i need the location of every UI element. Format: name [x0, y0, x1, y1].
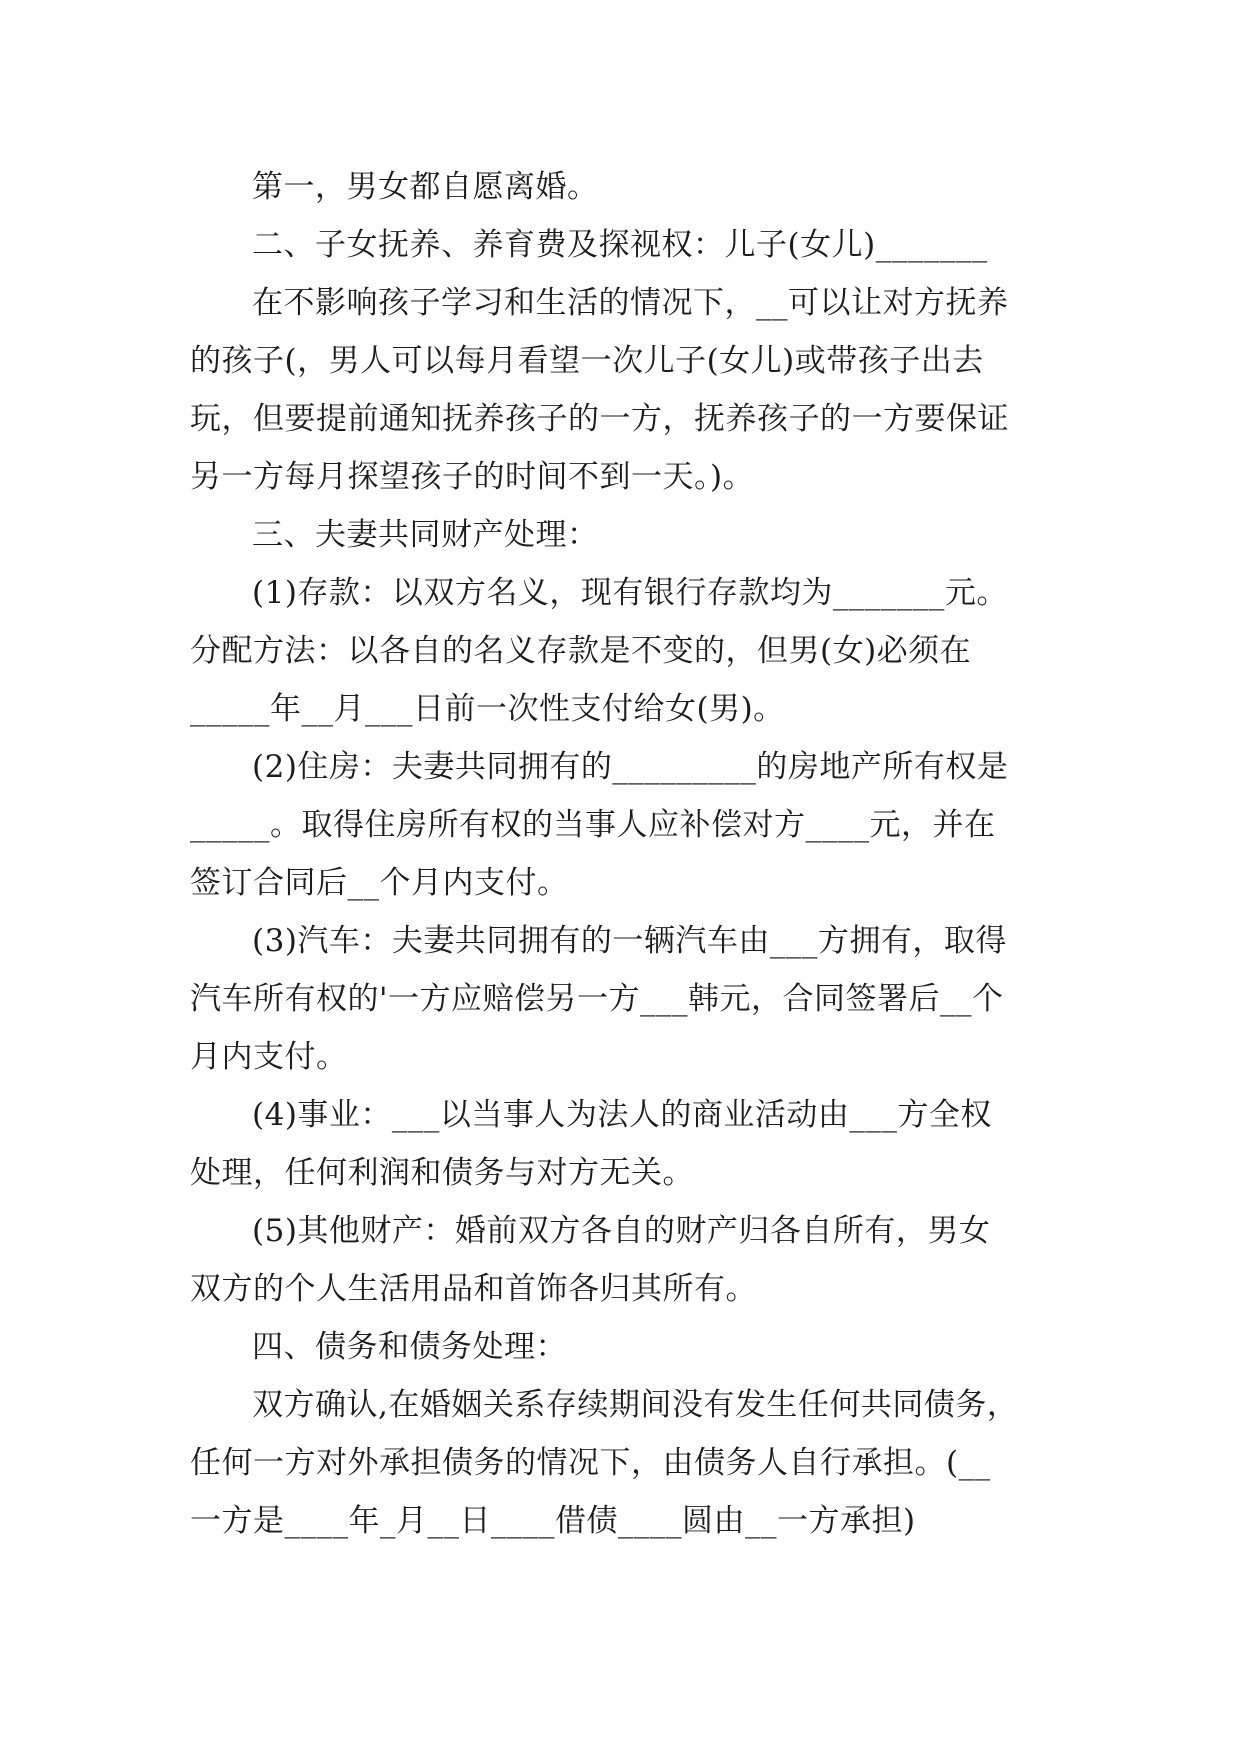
text-line: 分配方法：以各自的名义存款是不变的，但男(女)必须在	[190, 633, 972, 669]
text-line: 另一方每月探望孩子的时间不到一天。)。	[190, 459, 755, 495]
paragraph-2	[190, 216, 1070, 274]
text-line: 双方确认,在婚姻关系存续期间没有发生任何共同债务，	[252, 1387, 1019, 1423]
text-line: 任何一方对外承担债务的情况下，由债务人自行承担。(__	[190, 1445, 991, 1481]
text-line: 的孩子(，男人可以每月看望一次儿子(女儿)或带孩子出去	[190, 343, 984, 379]
text-line: 玩，但要提前通知抚养孩子的一方，抚养孩子的一方要保证	[190, 401, 1009, 437]
document-body	[190, 158, 1070, 1550]
text-line: 一方是____年_月__日____借债____圆由__一方承担)	[190, 1503, 916, 1539]
paragraph-3	[190, 274, 1070, 506]
paragraph-10	[190, 1318, 1070, 1376]
text-line: (2)住房：夫妻共同拥有的_________的房地产所有权是	[252, 749, 1009, 785]
text-line: 处理，任何利润和债务与对方无关。	[190, 1155, 694, 1191]
paragraph-5	[190, 564, 1070, 738]
text-line: 三、夫妻共同财产处理：	[252, 517, 599, 553]
text-line: (4)事业：___以当事人为法人的商业活动由___方全权	[252, 1097, 992, 1133]
text-line: 第一，男女都自愿离婚。	[252, 169, 599, 205]
paragraph-1	[190, 158, 1070, 216]
text-line: 月内支付。	[190, 1039, 348, 1075]
text-line: 汽车所有权的'一方应赔偿另一方___韩元，合同签署后__个	[190, 981, 1004, 1017]
text-line: _____。取得住房所有权的当事人应补偿对方____元，并在	[190, 807, 996, 843]
paragraph-4	[190, 506, 1070, 564]
paragraph-9	[190, 1202, 1070, 1318]
paragraph-8	[190, 1086, 1070, 1202]
paragraph-11	[190, 1376, 1070, 1550]
paragraph-7	[190, 912, 1070, 1086]
text-line: 双方的个人生活用品和首饰各归其所有。	[190, 1271, 757, 1307]
text-line: 二、子女抚养、养育费及探视权：儿子(女儿)_______	[252, 227, 988, 263]
text-line: _____年__月___日前一次性支付给女(男)。	[190, 691, 785, 727]
text-line: (1)存款：以双方名义，现有银行存款均为_______元。	[252, 575, 1008, 611]
text-line: 签订合同后__个月内支付。	[190, 865, 569, 901]
paragraph-6	[190, 738, 1070, 912]
text-line: 在不影响孩子学习和生活的情况下，__可以让对方抚养	[252, 285, 1009, 321]
text-line: 四、债务和债务处理：	[252, 1329, 567, 1365]
text-line: (3)汽车：夫妻共同拥有的一辆汽车由___方拥有，取得	[252, 923, 1007, 959]
text-line: (5)其他财产：婚前双方各自的财产归各自所有，男女	[252, 1213, 991, 1249]
